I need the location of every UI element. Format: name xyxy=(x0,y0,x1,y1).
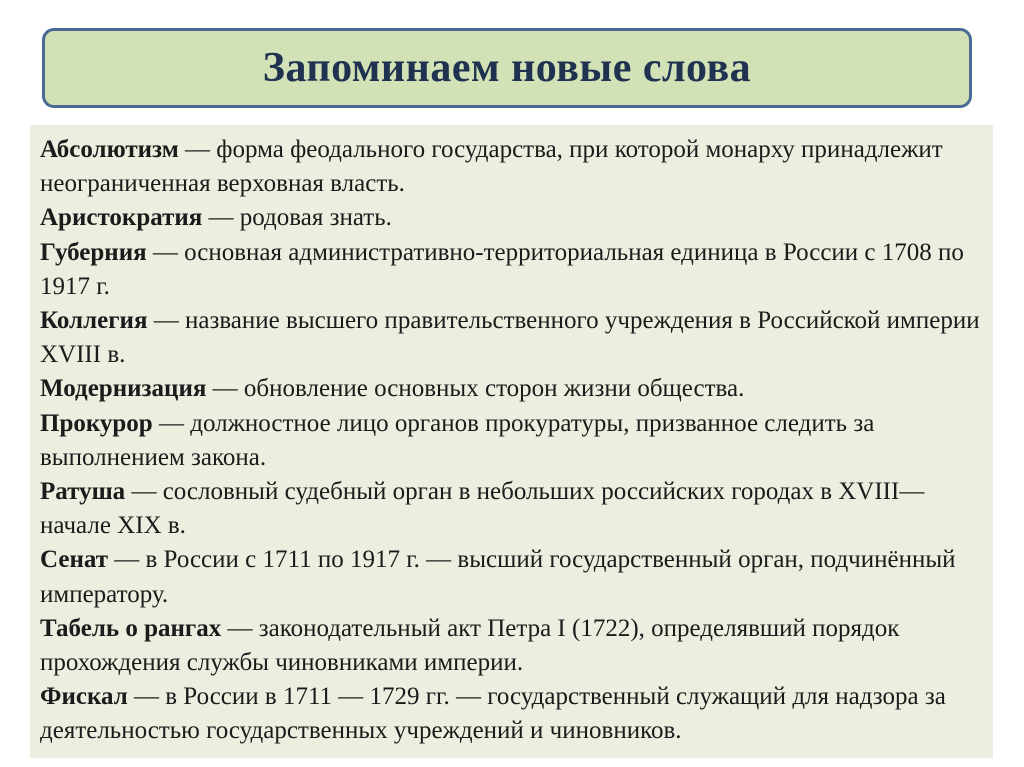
glossary-term: Аристократия xyxy=(40,204,203,232)
glossary-panel xyxy=(30,125,993,758)
glossary-entry-absolutism xyxy=(40,133,985,201)
glossary-term: Губерния xyxy=(40,238,147,266)
glossary-definition: — законодательный акт Петра I (1722), определявший порядок прохождения службы чиновниками империи. xyxy=(40,614,900,677)
glossary-term: Прокурор xyxy=(40,409,153,437)
glossary-definition: — основная административно-территориальная единица в России с 1708 по 1917 г. xyxy=(40,238,964,300)
glossary-definition: — в России с 1711 по 1917 г. — высший государственный орган, подчинённый императору. xyxy=(40,546,956,608)
glossary-definition: — родовая знать. xyxy=(202,204,392,232)
glossary-entry-table-of-ranks xyxy=(40,612,985,680)
glossary-definition: — в России в 1711 — 1729 гг. — государственный служащий для надзора за деятельностью государственных учреждений и чиновников. xyxy=(40,683,946,745)
glossary-entry-guberniya xyxy=(40,236,985,304)
glossary-term: Сенат xyxy=(40,546,108,574)
glossary-entry-collegium xyxy=(40,304,985,372)
glossary-entry-aristocracy xyxy=(40,201,985,235)
glossary-term: Модернизация xyxy=(40,375,207,403)
glossary-definition: — название высшего правительственного учреждения в Российской империи XVIII в. xyxy=(40,307,980,369)
glossary-term: Табель о рангах xyxy=(40,614,222,642)
glossary-entry-senate xyxy=(40,543,985,611)
title-banner xyxy=(42,28,972,108)
glossary-entry-ratusha xyxy=(40,475,985,543)
glossary-entry-fiscal xyxy=(40,680,985,748)
glossary-term: Абсолютизм xyxy=(40,136,179,163)
glossary-definition: — должностное лицо органов прокуратуры, призванное следить за выполнением закона. xyxy=(40,409,875,471)
glossary-term: Фискал xyxy=(40,683,128,711)
glossary-entry-prosecutor xyxy=(40,407,985,475)
glossary-definition: — форма феодального государства, при которой монарху принадлежит неограниченная верховная власть. xyxy=(40,136,943,198)
page-title: Запоминаем новые слова xyxy=(262,45,752,91)
glossary-list xyxy=(40,133,985,749)
glossary-definition: — сословный судебный орган в небольших российских городах в XVIII—начале XIX в. xyxy=(40,478,925,540)
glossary-term: Коллегия xyxy=(40,307,148,335)
glossary-term: Ратуша xyxy=(40,478,126,506)
glossary-entry-modernization xyxy=(40,372,985,406)
glossary-definition: — обновление основных сторон жизни общества. xyxy=(206,375,745,403)
